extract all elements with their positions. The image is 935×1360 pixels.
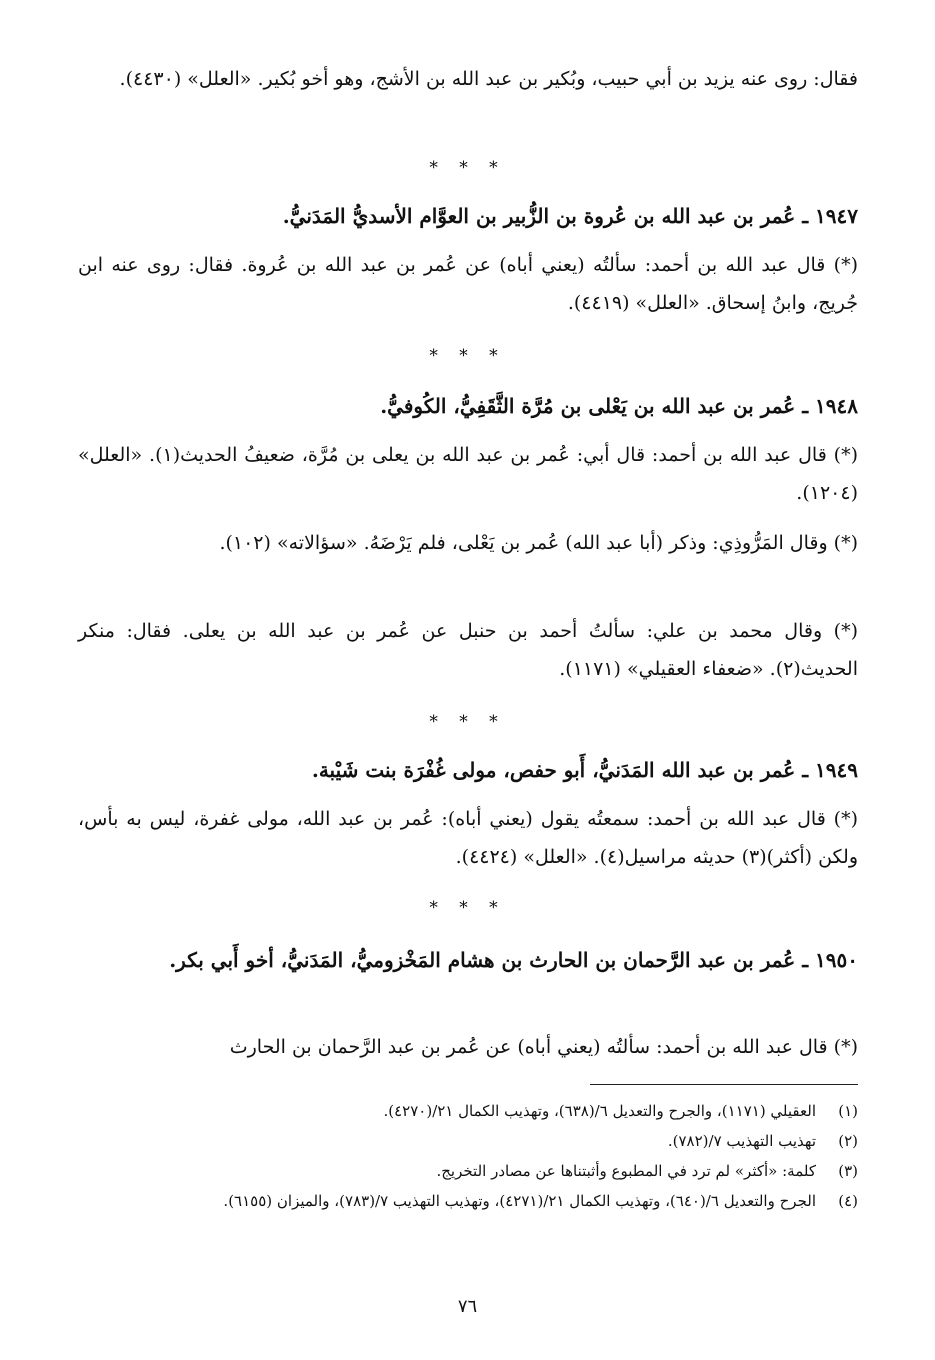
entry-text-1948-b: (*) وقال المَرُّوذِي: وذكر (أبا عبد الله) عُمر بن يَعْلى، فلم يَرْضَهُ. «سؤالاته» (١٠٢). — [219, 532, 858, 554]
footnote-item — [78, 1096, 858, 1126]
entry-heading-1950: ١٩٥٠ ـ عُمر بن عبد الرَّحمان بن الحارث بن هشام المَخْزوميُّ، المَدَنيُّ، أخو أَبي بكر. — [169, 948, 858, 972]
section-separator: * * * — [429, 158, 506, 178]
entry-heading-1948: ١٩٤٨ ـ عُمر بن عبد الله بن يَعْلى بن مُرَّة الثَّقَفِيُّ، الكُوفيُّ. — [380, 394, 858, 418]
page-number: ٧٦ — [457, 1296, 478, 1317]
footnote-number: (١) — [838, 1102, 858, 1120]
footnote-item — [78, 1126, 858, 1156]
footnote-number: (٤) — [838, 1192, 858, 1210]
footnote-text: الجرح والتعديل ٦/(٦٤٠)، وتهذيب الكمال ٢١/(٤٢٧١)، وتهذيب التهذيب ٧/(٧٨٣)، والميزان (٦١٥٥). — [223, 1192, 816, 1210]
footnote-text: كلمة: «أكثر» لم ترد في المطبوع وأثبتناها عن مصادر التخريج. — [436, 1162, 816, 1180]
entry-text-1949: (*) قال عبد الله بن أحمد: سمعتُه يقول (يعني أباه): عُمر بن عبد الله، مولى غفرة، ليس به بأس، ولكن (أكثر)(٣) حديثه مراسيل(٤). «العلل» (٤٤٢٤). — [78, 808, 858, 868]
entry-text-1950: (*) قال عبد الله بن أحمد: سألتُه (يعني أباه) عن عُمر بن عبد الرَّحمان بن الحارث — [229, 1036, 858, 1058]
entry-text-1947: (*) قال عبد الله بن أحمد: سألتُه (يعني أباه) عن عُمر بن عبد الله بن عُروة. فقال: روى عنه ابن جُريج، وابنُ إسحاق. «العلل» (٤٤١٩). — [78, 254, 858, 314]
footnote-item — [78, 1156, 858, 1186]
section-separator: * * * — [429, 346, 506, 366]
footnote-number: (٣) — [838, 1162, 858, 1180]
footnote-text: تهذيب التهذيب ٧/(٧٨٢). — [667, 1132, 816, 1150]
footnote-number: (٢) — [838, 1132, 858, 1150]
footnote-text: العقيلي (١١٧١)، والجرح والتعديل ٦/(٦٣٨)، وتهذيب الكمال ٢١/(٤٢٧٠). — [383, 1102, 816, 1120]
footnote-item — [78, 1186, 858, 1216]
entry-heading-1947: ١٩٤٧ ـ عُمر بن عبد الله بن عُروة بن الزُّبير بن العوَّام الأسديُّ المَدَنيُّ. — [282, 204, 858, 228]
entry-heading-1949: ١٩٤٩ ـ عُمر بن عبد الله المَدَنيُّ، أَبو حفص، مولى غُفْرَة بنت شَيْبة. — [311, 758, 858, 782]
footnotes — [78, 1096, 858, 1216]
entry-text-1948-a: (*) قال عبد الله بن أحمد: قال أبي: عُمر بن عبد الله بن يعلى بن مُرَّة، ضعيفُ الحديث(١). «العلل» (١٢٠٤). — [78, 444, 858, 504]
section-separator: * * * — [429, 898, 506, 918]
entry-text-1948-c: (*) وقال محمد بن علي: سألتُ أحمد بن حنبل عن عُمر بن عبد الله بن يعلى. فقال: منكر الحديث(٢). «ضعفاء العقيلي» (١١٧١). — [78, 620, 858, 680]
footnote-divider — [590, 1084, 858, 1085]
paragraph-continuation: فقال: روى عنه يزيد بن أبي حبيب، وبُكير بن عبد الله بن الأشج، وهو أخو بُكير. «العلل» (٤٤٣٠). — [119, 68, 858, 90]
section-separator: * * * — [429, 712, 506, 732]
